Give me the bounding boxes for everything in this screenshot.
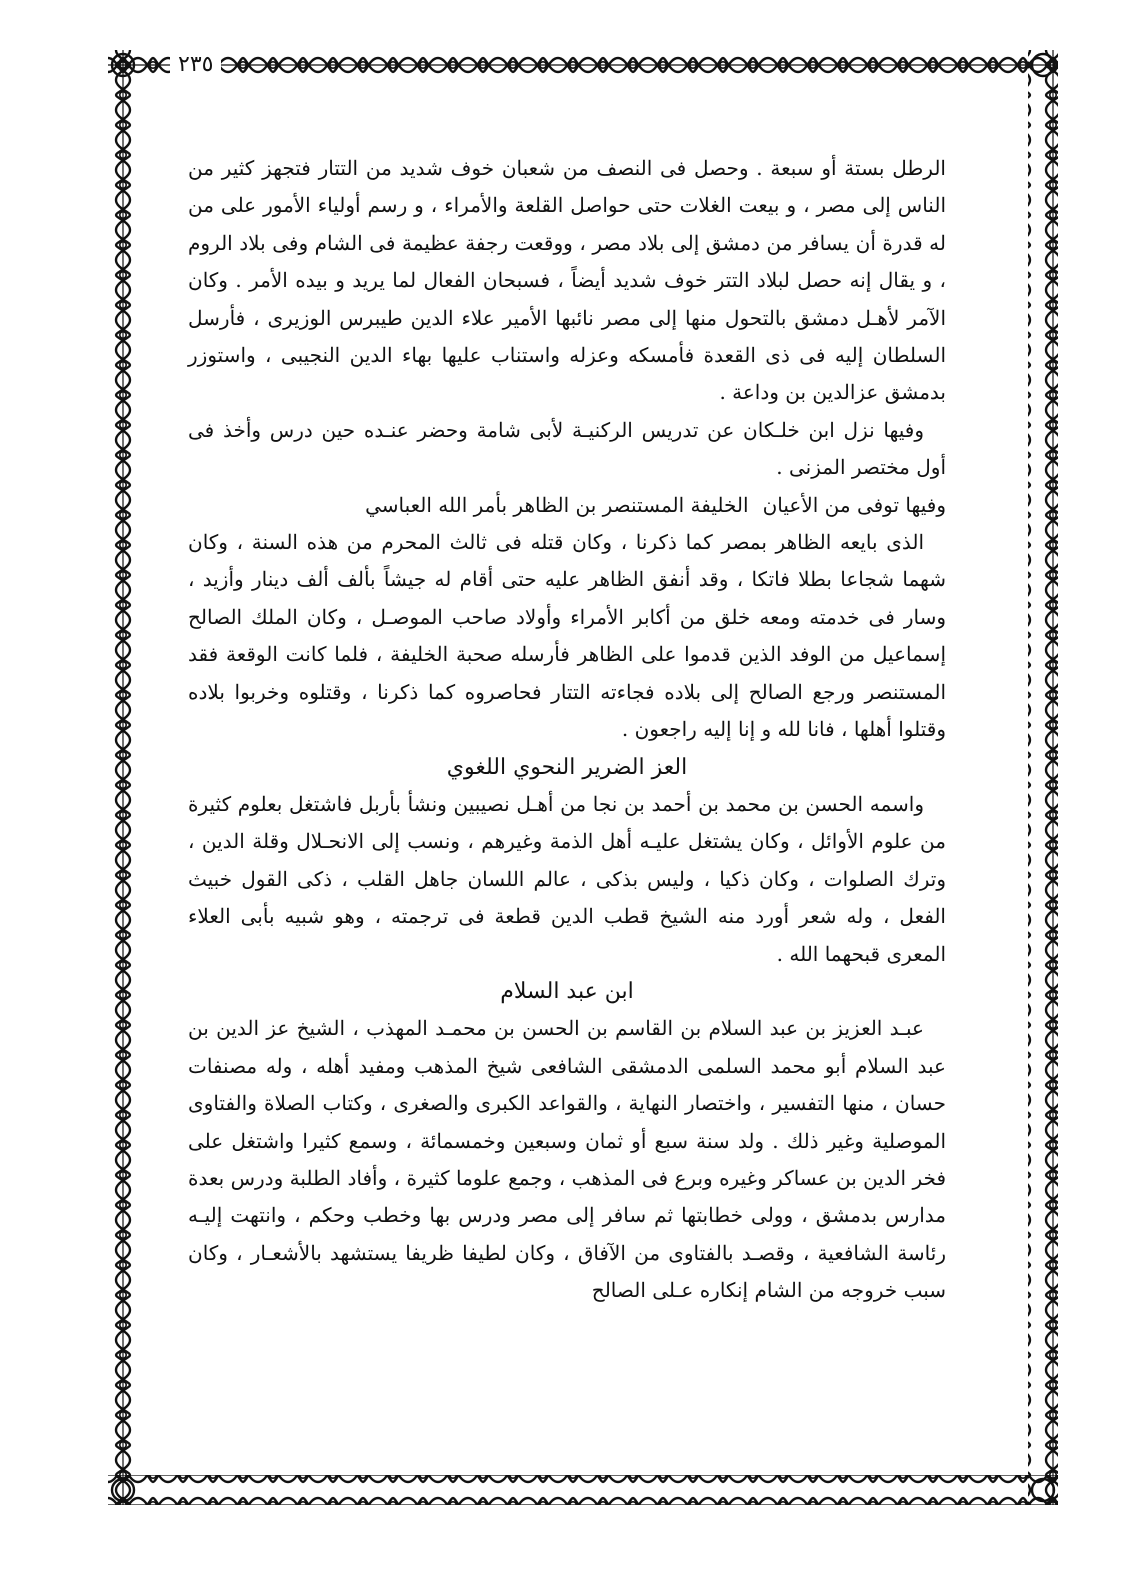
- section-heading-al-izz: العز الضرير النحوي اللغوي: [446, 754, 688, 780]
- page-number: ٢٣٥: [170, 52, 221, 77]
- document-body: [188, 150, 946, 1310]
- paragraph-ibn-abd-al-salam-biography: عبـد العزيز بن عبد السلام بن القاسم بن الحسن بن محمـد المهذب ، الشيخ عز الدين بن عبد السلام أبو محمد السلمى الدمشقى الشافعى شيخ المذهب ومفيد أهله ، وله مصنفات حسان ، منها التفسير ، واختصار النهاية ، والقواعد الكبرى والصغرى ، وكتاب الصلاة والفتاوى الموصلية وغير ذلك . ولد سنة سبع أو ثمان وسبعين وخمسمائة ، وسمع كثيرا واشتغل على فخر الدين بن عساكر وغيره وبرع فى المذهب ، وجمع علوما كثيرة ، وأفاد الطلبة ودرس بعدة مدارس بدمشق ، وولى خطابتها ثم سافر إلى مصر ودرس بها وخطب وحكم ، وانتهت إليـه رئاسة الشافعية ، وقصـد بالفتاوى من الآفاق ، وكان لطيفا ظريفا يستشهد بالأشعـار ، وكان سبب خروجه من الشام إنكاره عـلى الصالح: [188, 1016, 946, 1303]
- caliph-name: الخليفة المستنصر بن الظاهر بأمر الله العباسي: [365, 492, 749, 517]
- paragraph-al-izz-biography: واسمه الحسن بن محمد بن أحمد بن نجا من أهـل نصيبين ونشأ بأربل فاشتغل بعلوم كثيرة من علوم الأوائل ، وكان يشتغل عليـه أهل الذمة وغيرهم ، ونسب إلى الانحـلال وقلة الدين ، وترك الصلوات ، وكان ذكيا ، وليس بذكى ، عالم اللسان جاهل القلب ، ذكى القول خبيث الفعل ، وله شعر أورد منه الشيخ قطب الدين قطعة فى ترجمته ، وهو شبيه بأبى العلاء المعرى قبحهما الله .: [188, 791, 946, 966]
- paragraph-events: الرطل بستة أو سبعة . وحصل فى النصف من شعبان خوف شديد من التتار فتجهز كثير من الناس إلى مصر ، و بيعت الغلات حتى حواصل القلعة والأمراء ، و رسم أولياء الأمور على من له قدرة أن يسافر من دمشق إلى بلاد مصر ، ووقعت رجفة عظيمة فى الشام وفى بلاد الروم ، و يقال إنه حصل لبلاد التتر خوف شديد أيضاً ، فسبحان الفعال لما يريد و بيده الأمر . وكان الآمر لأهـل دمشق بالتحول منها إلى مصر نائبها الأمير علاء الدين طيبرس الوزيرى ، فأرسل السلطان إليه فى ذى القعدة فأمسكه وعزله واستناب عليها بهاء الدين النجيبى ، واستوزر بدمشق عزالدين بن وداعة .: [188, 156, 946, 405]
- section-heading-ibn-abd-al-salam: ابن عبد السلام: [500, 978, 634, 1004]
- paragraph-ibn-khallikan: وفيها نزل ابن خلـكان عن تدريس الركنيـة لأبى شامة وحضر عنـده حين درس وأخذ فى أول مختصر المزنى .: [188, 417, 946, 480]
- paragraph-caliph-biography: الذى بايعه الظاهر بمصر كما ذكرنا ، وكان قتله فى ثالث المحرم من هذه السنة ، وكان شهما شجاعا بطلا فاتكا ، وقد أنفق الظاهر عليه حتى أقام له جيشاً بألف ألف دينار وأزيد ، وسار فى خدمته ومعه خلق من أكابر الأمراء وأولاد صاحب الموصـل ، وكان الملك الصالح إسماعيل من الوفد الذين قدموا على الظاهر فأرسله صحبة الخليفة ، فلما كانت الوقعة فقد المستنصر ورجع الصالح إلى بلاده فجاءته التتار فحاصروه كما ذكرنا ، وقتلوه وخربوا بلاده وقتلوا أهلها ، فانا لله و إنا إليه راجعون .: [188, 530, 946, 742]
- obituary-intro: وفيها توفى من الأعيان: [762, 492, 946, 517]
- obituary-heading: [188, 487, 946, 524]
